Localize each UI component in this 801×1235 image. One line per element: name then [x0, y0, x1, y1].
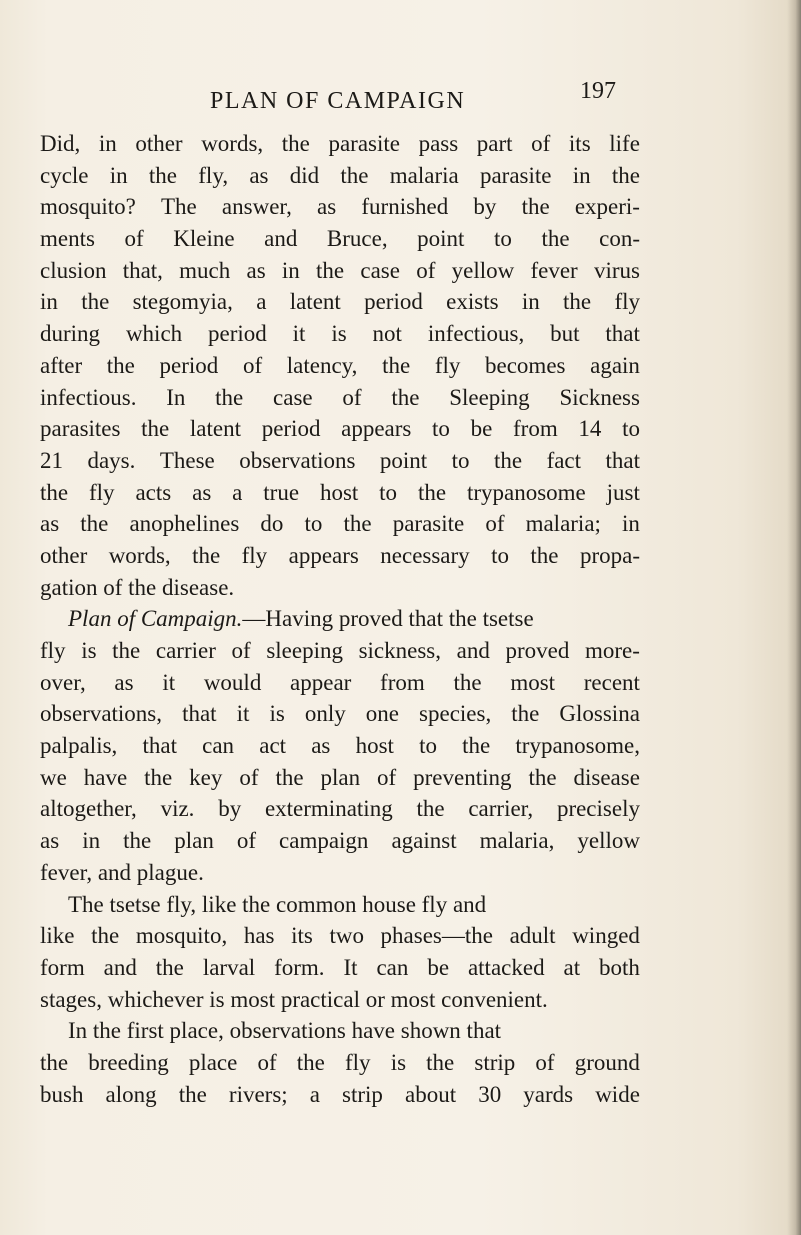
text-line: observations, that it is only one species, the Glossina: [40, 701, 640, 727]
page-edge-shadow: [787, 0, 801, 1235]
text-line: infectious. In the case of the Sleeping Sickness: [40, 384, 640, 410]
text-line: parasites the latent period appears to be from 14 to: [40, 416, 640, 442]
text-line: we have the key of the plan of preventing the disease: [40, 764, 640, 790]
text-line: other words, the fly appears necessary to the propa-: [40, 542, 640, 568]
text-line: The tsetse fly, like the common house fly and: [68, 891, 487, 917]
section-heading: Plan of Campaign.: [68, 606, 243, 632]
page-number: 197: [580, 78, 616, 104]
text-line: fever, and plague.: [40, 859, 204, 885]
text-line: stages, whichever is most practical or most convenient.: [40, 986, 548, 1012]
text-line: as the anophelines do to the parasite of malaria; in: [40, 511, 640, 537]
text-line: clusion that, much as in the case of yellow fever virus: [40, 257, 640, 283]
text-line: palpalis, that can act as host to the trypanosome,: [40, 733, 640, 759]
text-line: form and the larval form. It can be attacked at both: [40, 954, 640, 980]
text-line: mosquito? The answer, as furnished by the experi-: [40, 194, 640, 220]
text-line: fly is the carrier of sleeping sickness, and proved more-: [40, 638, 640, 663]
text-line: 21 days. These observations point to the fact that: [40, 447, 640, 473]
text-line: Did, in other words, the parasite pass part of its life: [40, 131, 640, 156]
body-text: [40, 128, 640, 1110]
text-line: the fly acts as a true host to the trypanosome just: [40, 479, 640, 505]
section-first-line: [40, 603, 640, 635]
section-first-line-text: —Having proved that the tsetse: [242, 606, 534, 632]
text-line: cycle in the fly, as did the malaria parasite in the: [40, 162, 640, 188]
text-line: as in the plan of campaign against malaria, yellow: [40, 828, 640, 854]
text-line: in the stegomyia, a latent period exists in the fly: [40, 289, 640, 315]
text-line: In the first place, observations have shown that: [68, 1018, 502, 1044]
running-head: PLAN OF CAMPAIGN: [210, 88, 466, 114]
text-line: over, as it would appear from the most recent: [40, 669, 640, 695]
text-line: after the period of latency, the fly becomes again: [40, 352, 640, 378]
text-line: the breeding place of the fly is the strip of ground: [40, 1049, 640, 1075]
text-line: bush along the rivers; a strip about 30 yards wide: [40, 1081, 640, 1107]
text-line: during which period it is not infectious, but that: [40, 321, 640, 347]
text-line: like the mosquito, has its two phases—the adult winged: [40, 923, 640, 949]
text-line: altogether, viz. by exterminating the carrier, precisely: [40, 796, 640, 822]
page-header: [40, 78, 616, 118]
text-line: ments of Kleine and Bruce, point to the con-: [40, 226, 640, 252]
text-line: gation of the disease.: [40, 574, 235, 600]
